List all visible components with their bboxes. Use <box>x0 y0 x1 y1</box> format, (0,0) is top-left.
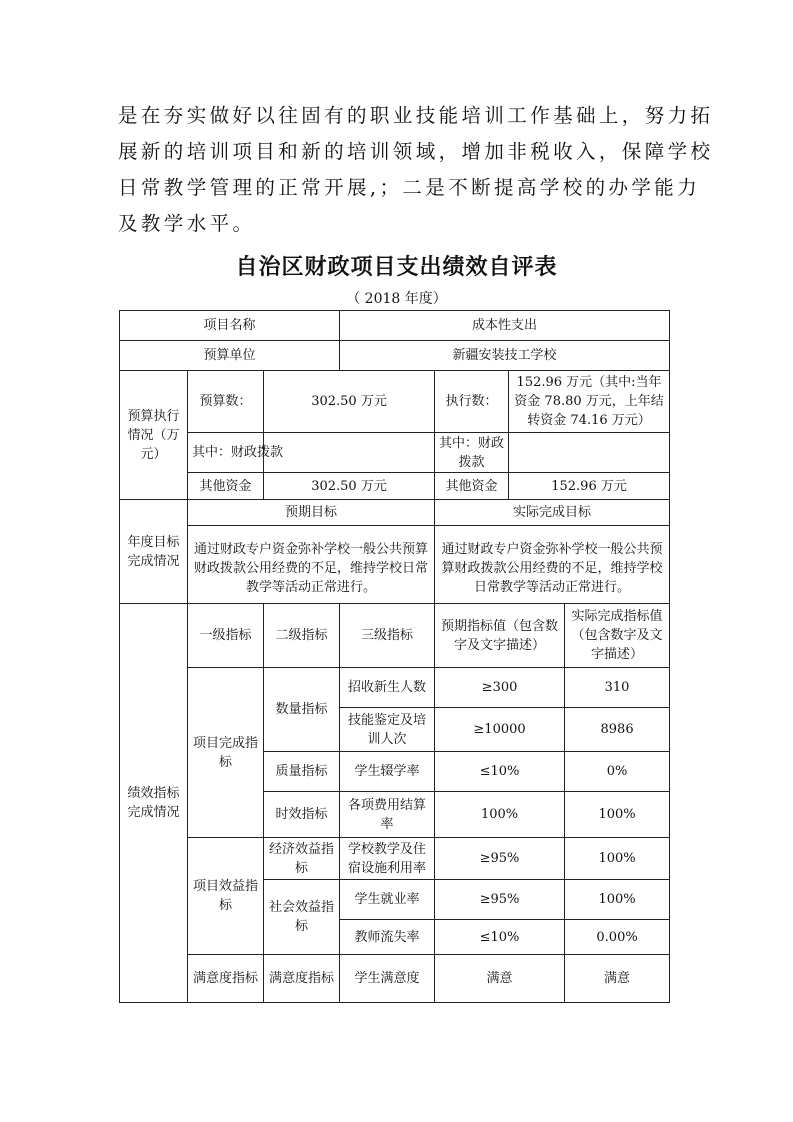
sub-economic: 经济效益指标 <box>264 838 340 880</box>
indicator-name: 学校教学及住宿设施利用率 <box>340 838 435 880</box>
exec-label: 执行数： <box>435 371 509 433</box>
indicator-name: 技能鉴定及培训人次 <box>340 708 435 752</box>
indicator-name: 学生就业率 <box>340 880 435 920</box>
fiscal-value-left <box>264 433 435 473</box>
indicator-actual: 满意 <box>565 955 670 1003</box>
group-completion: 项目完成指标 <box>188 668 264 838</box>
fiscal-label-right: 其中：财政拨款 <box>435 433 509 473</box>
performance-table <box>119 310 670 1003</box>
table-year: （ 2018 年度） <box>346 291 447 307</box>
other-label-right: 其他资金 <box>435 473 509 500</box>
header-actual: 实际完成指标值（包含数字及文字描述） <box>565 604 670 668</box>
indicator-name: 学生辍学率 <box>340 752 435 792</box>
intro-line: 展新的培训项目和新的培训领域，增加非税收入，保障学校 <box>118 140 714 163</box>
expected-goal-header: 预期目标 <box>188 500 435 526</box>
perf-label: 绩效指标完成情况 <box>120 604 188 1003</box>
group-benefit: 项目效益指标 <box>188 838 264 955</box>
fiscal-label-left: 其中：财政拨款 <box>188 433 264 473</box>
actual-goal-text: 通过财政专户资金弥补学校一般公共预算财政拨款公用经费的不足，维持学校日常教学等活动正常进行。 <box>435 526 670 604</box>
intro-line: 日常教学管理的正常开展,；二是不断提高学校的办学能力 <box>118 176 701 199</box>
indicator-expected: ≥95% <box>435 838 565 880</box>
sub-satisfaction: 满意度指标 <box>264 955 340 1003</box>
indicator-expected: 满意 <box>435 955 565 1003</box>
budget-label: 预算数： <box>188 371 264 433</box>
other-value-right: 152.96 万元 <box>509 473 670 500</box>
indicator-expected: ≥95% <box>435 880 565 920</box>
sub-quality: 质量指标 <box>264 752 340 792</box>
indicator-actual: 310 <box>565 668 670 708</box>
table-title: 自治区财政项目支出绩效自评表 <box>235 255 558 280</box>
actual-goal-header: 实际完成目标 <box>435 500 670 526</box>
header-level2: 二级指标 <box>264 604 340 668</box>
indicator-actual: 8986 <box>565 708 670 752</box>
intro-line: 是在夯实做好以往固有的职业技能培训工作基础上，努力拓 <box>118 104 714 127</box>
indicator-actual: 100% <box>565 838 670 880</box>
expected-goal-text: 通过财政专户资金弥补学校一般公共预算财政拨款公用经费的不足，维持学校日常教学等活动正常进行。 <box>188 526 435 604</box>
indicator-actual: 100% <box>565 792 670 838</box>
project-name-label: 项目名称 <box>120 311 340 341</box>
sub-quantity: 数量指标 <box>264 668 340 752</box>
indicator-expected: ≥300 <box>435 668 565 708</box>
other-value-left: 302.50 万元 <box>264 473 435 500</box>
header-expected: 预期指标值（包含数字及文字描述） <box>435 604 565 668</box>
header-level1: 一级指标 <box>188 604 264 668</box>
indicator-name: 各项费用结算率 <box>340 792 435 838</box>
indicator-name: 招收新生人数 <box>340 668 435 708</box>
annual-goal-label: 年度目标完成情况 <box>120 500 188 604</box>
indicator-actual: 0.00% <box>565 920 670 955</box>
sub-social: 社会效益指标 <box>264 880 340 955</box>
project-name-value: 成本性支出 <box>340 311 670 341</box>
indicator-name: 教师流失率 <box>340 920 435 955</box>
intro-paragraph <box>118 98 714 242</box>
sub-timeliness: 时效指标 <box>264 792 340 838</box>
group-satisfaction: 满意度指标 <box>188 955 264 1003</box>
exec-value: 152.96 万元（其中:当年资金 78.80 万元，上年结转资金 74.16 万元） <box>509 371 670 433</box>
budget-unit-value: 新疆安装技工学校 <box>340 341 670 371</box>
indicator-expected: ≤10% <box>435 920 565 955</box>
indicator-expected: ≤10% <box>435 752 565 792</box>
intro-line: 及教学水平。 <box>118 212 256 235</box>
indicator-actual: 0% <box>565 752 670 792</box>
budget-unit-label: 预算单位 <box>120 341 340 371</box>
indicator-expected: ≥10000 <box>435 708 565 752</box>
indicator-name: 学生满意度 <box>340 955 435 1003</box>
budget-value: 302.50 万元 <box>264 371 435 433</box>
fiscal-value-right <box>509 433 670 473</box>
other-label-left: 其他资金 <box>188 473 264 500</box>
budget-exec-label: 预算执行情况（万元） <box>120 371 188 500</box>
header-level3: 三级指标 <box>340 604 435 668</box>
indicator-expected: 100% <box>435 792 565 838</box>
indicator-actual: 100% <box>565 880 670 920</box>
